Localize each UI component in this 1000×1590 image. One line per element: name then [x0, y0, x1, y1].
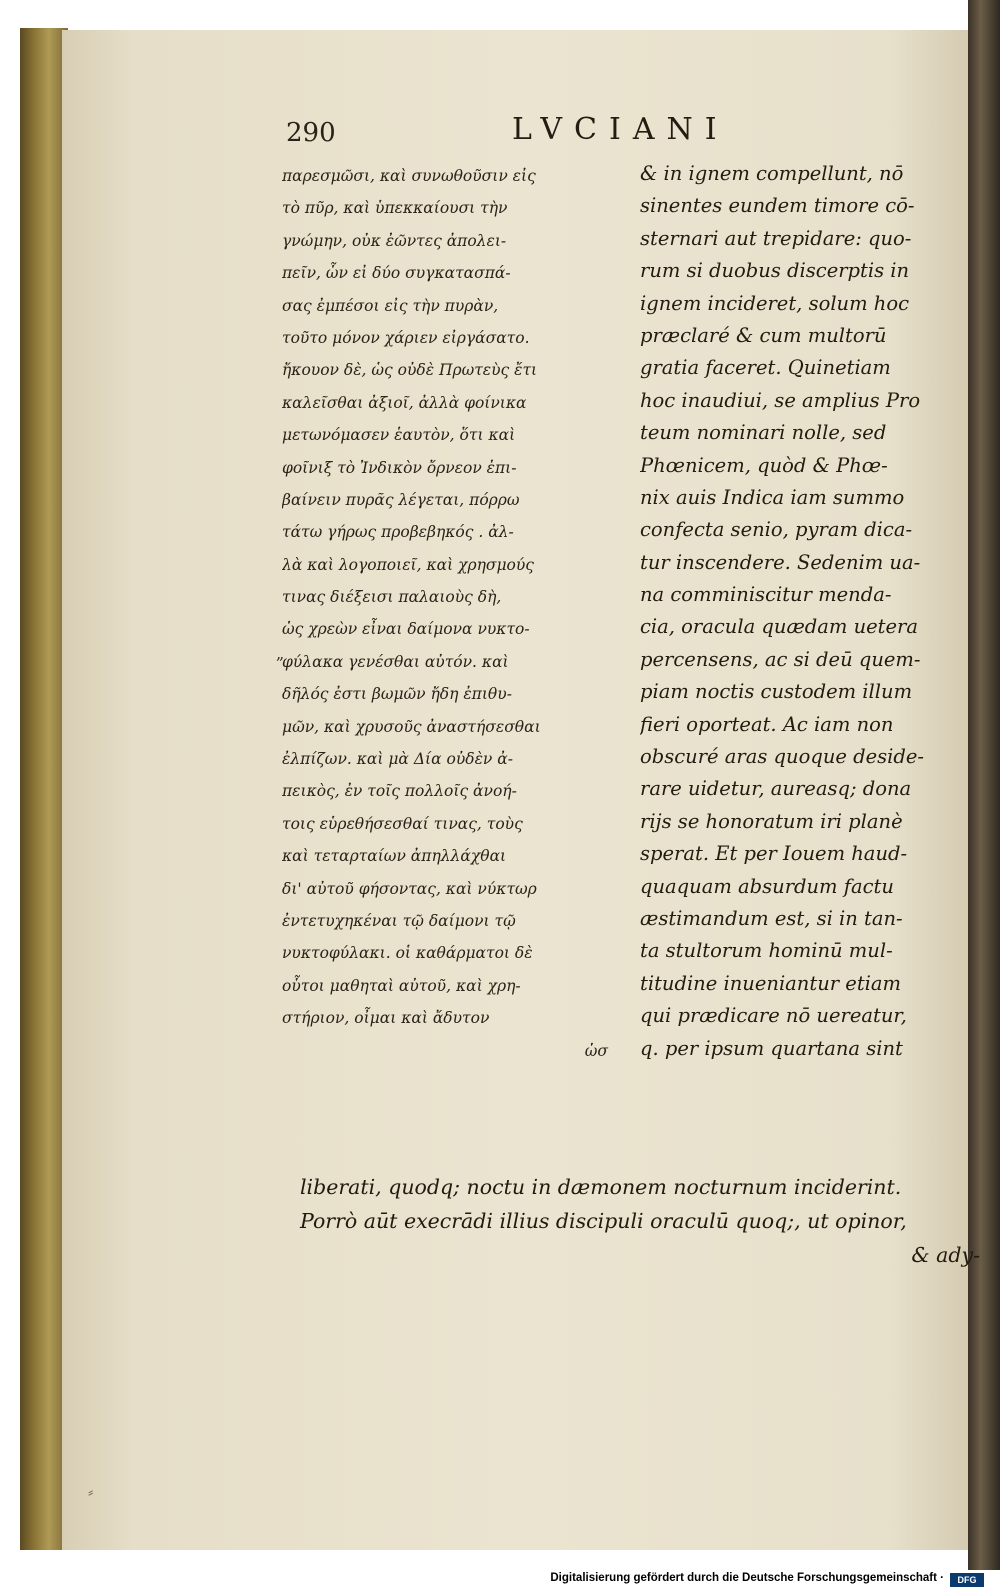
- greek-text-line: οὗτοι μαθηταὶ αὐτοῦ, καὶ χρη-: [282, 976, 521, 995]
- greek-text-line: φοῖνιξ τὸ Ἰνδικὸν ὄρνεον ἐπι-: [282, 458, 517, 477]
- marginal-mark: „: [276, 644, 285, 663]
- latin-text-line: qui prædicare nō uereatur,: [640, 1004, 907, 1028]
- greek-text-line: βαίνειν πυρᾶς λέγεται, πόρρω: [282, 490, 520, 509]
- full-width-text-line: liberati, quodq; noctu in dæmonem nocturnum inciderint.: [300, 1175, 902, 1199]
- greek-text-line: πεῖν, ὧν εἰ δύο συγκατασπά-: [282, 264, 511, 283]
- page-number: 290: [286, 118, 336, 148]
- latin-text-line: teum nominari nolle, sed: [640, 421, 887, 445]
- greek-text-line: τὸ πῦρ, καὶ ὑπεκκαίουσι τὴν: [282, 199, 508, 218]
- book-cover-edge: [20, 28, 68, 1550]
- greek-text-line: τοῦτο μόνον χάριεν εἰργάσατο.: [282, 328, 530, 347]
- latin-text-line: sinentes eundem timore cō-: [640, 194, 915, 218]
- latin-text-line: ta stultorum hominū mul-: [640, 939, 893, 963]
- latin-text-line: q. per ipsum quartana sint: [640, 1036, 903, 1060]
- greek-text-line: πεικὸς, ἐν τοῖς πολλοῖς ἀνοή-: [282, 782, 517, 801]
- latin-text-line: Phœnicem, quòd & Phœ-: [640, 453, 888, 477]
- greek-text-line: λὰ καὶ λογοποιεῖ, καὶ χρησμούς: [282, 555, 534, 574]
- latin-text-line: tur inscendere. Sedenim ua-: [640, 550, 921, 574]
- latin-text-line: confecta senio, pyram dica-: [640, 518, 913, 542]
- greek-text-line: στήριον, οἶμαι καὶ ἄδυτον: [282, 1009, 490, 1028]
- greek-text-line: ἤκουον δὲ, ὡς οὐδὲ Πρωτεὺς ἔτι: [282, 361, 538, 380]
- latin-text-line: sternari aut trepidare: quo-: [640, 226, 912, 250]
- greek-text-line: ὡς χρεὼν εἶναι δαίμονα νυκτο-: [282, 620, 530, 639]
- greek-text-line: καὶ τεταρταίων ἀπηλλάχθαι: [282, 847, 507, 866]
- latin-text-line: æstimandum est, si in tan-: [640, 906, 903, 930]
- latin-text-line: percensens, ac si deū quem-: [640, 647, 921, 671]
- greek-text-line: ἐντετυχηκέναι τῷ δαίμονι τῷ: [282, 911, 516, 930]
- latin-text-line: cia, oracula quædam uetera: [640, 615, 918, 639]
- digitization-credit: Digitalisierung gefördert durch die Deutsche Forschungsgemeinschaft ·: [550, 1572, 944, 1584]
- latin-text-line: rare uidetur, aureasq; dona: [640, 777, 912, 801]
- latin-text-line: na comminiscitur menda-: [640, 583, 892, 607]
- greek-text-line: καλεῖσθαι ἀξιοῖ, ἀλλὰ φοίνικα: [282, 393, 527, 412]
- greek-text-line: μῶν, καὶ χρυσοῦς ἀναστήσεσθαι: [282, 717, 541, 736]
- latin-text-line: rum si duobus discerptis in: [640, 259, 910, 283]
- greek-text-line: δι' αὐτοῦ φήσοντας, καὶ νύκτωρ: [282, 879, 537, 898]
- greek-text-line: τινας διέξεισι παλαιοὺς δὴ,: [282, 588, 502, 607]
- full-width-lines: [300, 1170, 980, 1272]
- page-gutter-shadow: [968, 0, 1000, 1570]
- greek-text-line: τοις εὑρεθήσεσθαί τινας, τοὺς: [282, 814, 523, 833]
- latin-column: [640, 158, 962, 1065]
- latin-text-line: nix auis Indica iam summo: [640, 485, 905, 509]
- greek-text-line: μετωνόμασεν ἑαυτὸν, ὅτι καὶ: [282, 426, 516, 445]
- latin-text-line: sperat. Et per Iouem haud-: [640, 842, 908, 866]
- latin-text-line: hoc inaudiui, se amplius Pro: [640, 388, 921, 412]
- latin-text-line: & in ignem compellunt, nō: [640, 162, 904, 185]
- greek-text-line: γνώμην, οὐκ ἐῶντες ἀπολει-: [282, 231, 507, 250]
- stain-mark: ⸗: [88, 1482, 94, 1501]
- greek-text-line: παρεσμῶσι, καὶ συνωθοῦσιν εἰς: [282, 167, 536, 185]
- full-width-text-line: & ady-: [911, 1243, 980, 1267]
- greek-text-line: ὡσ: [584, 1041, 608, 1060]
- greek-text-line: δῆλός ἐστι βωμῶν ἤδη ἐπιθυ-: [282, 685, 512, 704]
- latin-text-line: piam noctis custodem illum: [640, 680, 913, 704]
- latin-text-line: obscuré aras quoque deside-: [640, 745, 924, 769]
- greek-text-line: νυκτοφύλακι. οἱ καθάρματοι δὲ: [282, 944, 533, 963]
- latin-text-line: rijs se honoratum iri planè: [640, 809, 903, 833]
- latin-text-line: ignem incideret, solum hoc: [640, 291, 910, 315]
- greek-text-line: ἐλπίζων. καὶ μὰ Δία οὐδὲν ἀ-: [282, 750, 513, 769]
- greek-text-line: σας ἐμπέσοι εἰς τὴν πυρὰν,: [282, 296, 499, 315]
- latin-text-line: quaquam absurdum factu: [640, 874, 894, 898]
- dfg-logo: DFG: [950, 1573, 984, 1587]
- latin-text-line: gratia faceret. Quinetiam: [640, 356, 891, 380]
- latin-text-line: titudine inueniantur etiam: [640, 971, 902, 995]
- greek-text-line: φύλακα γενέσθαι αὐτόν. καὶ: [282, 652, 509, 671]
- greek-column: [282, 160, 624, 1067]
- greek-text-line: τάτω γήρως προβεβηκός . ἀλ-: [282, 523, 514, 542]
- latin-text-line: fieri oporteat. Ac iam non: [640, 712, 894, 736]
- running-head: LVCIANI: [512, 112, 729, 147]
- latin-text-line: præclaré & cum multorū: [640, 323, 887, 347]
- full-width-text-line: Porrò aūt execrādi illius discipuli oraculū quoq;, ut opinor,: [300, 1209, 907, 1233]
